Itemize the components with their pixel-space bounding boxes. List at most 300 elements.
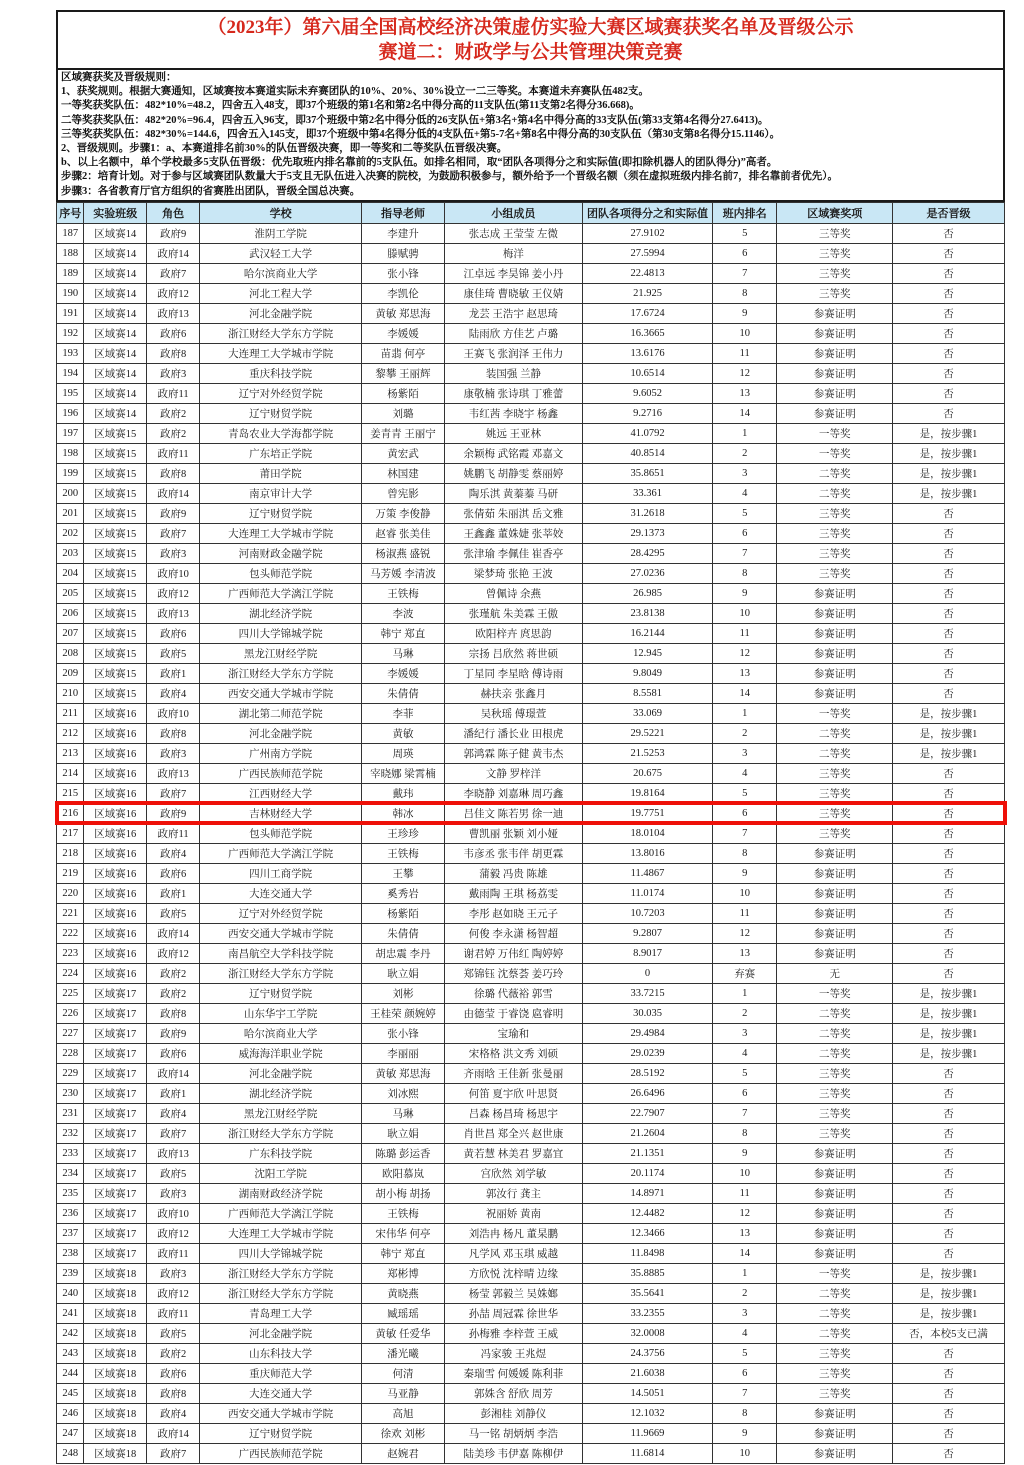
cell-promoted: 否 (893, 223, 1005, 243)
cell-class: 区域赛17 (84, 1103, 147, 1123)
cell-score: 22.7907 (583, 1103, 713, 1123)
table-row (57, 1343, 1005, 1363)
cell-rank: 3 (712, 1023, 776, 1043)
table-row (57, 643, 1005, 663)
cell-award: 三等奖 (777, 1123, 893, 1143)
cell-teacher: 王铁梅 (362, 583, 444, 603)
cell-school: 广西师范大学漓江学院 (200, 583, 362, 603)
cell-members: 余颖梅 武铭霞 邓嘉文 (444, 443, 582, 463)
cell-rank: 2 (712, 1283, 776, 1303)
cell-score: 0 (583, 963, 713, 983)
cell-teacher: 奚秀岩 (362, 883, 444, 903)
cell-promoted: 否 (893, 1243, 1005, 1263)
cell-rank: 11 (712, 903, 776, 923)
cell-members: 郑锦钰 沈蔡荟 姜巧玲 (444, 963, 582, 983)
cell-role: 政府7 (147, 523, 200, 543)
cell-role: 政府3 (147, 1263, 200, 1283)
cell-members: 戴雨陶 王琪 杨荔雯 (444, 883, 582, 903)
cell-award: 参赛证明 (777, 603, 893, 623)
cell-school: 青岛理工大学 (200, 1303, 362, 1323)
table-row (57, 403, 1005, 423)
cell-members: 冯家骏 王兆煜 (444, 1343, 582, 1363)
cell-school: 南京审计大学 (200, 483, 362, 503)
cell-teacher: 朱倩倩 (362, 923, 444, 943)
cell-class: 区域赛18 (84, 1403, 147, 1423)
cell-members: 孙喆 周冠霖 徐世华 (444, 1303, 582, 1323)
cell-role: 政府6 (147, 1043, 200, 1063)
cell-teacher: 林国建 (362, 463, 444, 483)
cell-no: 230 (57, 1083, 84, 1103)
table-row (57, 323, 1005, 343)
cell-class: 区域赛14 (84, 383, 147, 403)
cell-no: 194 (57, 363, 84, 383)
cell-no: 218 (57, 843, 84, 863)
title-line-1: （2023年）第六届全国高校经济决策虚仿实验大赛区域赛获奖名单及晋级公示 (207, 17, 854, 38)
cell-class: 区域赛15 (84, 483, 147, 503)
cell-school: 威海海洋职业学院 (200, 1043, 362, 1063)
cell-role: 政府10 (147, 1203, 200, 1223)
cell-score: 13.8016 (583, 843, 713, 863)
column-header: 指导老师 (362, 202, 444, 223)
cell-class: 区域赛17 (84, 1083, 147, 1103)
cell-promoted: 否 (893, 1063, 1005, 1083)
cell-members: 李晓静 刘嘉琳 周巧鑫 (444, 783, 582, 803)
cell-promoted: 否 (893, 923, 1005, 943)
cell-teacher: 陈璐 彭运香 (362, 1143, 444, 1163)
cell-school: 大连理工大学城市学院 (200, 523, 362, 543)
table-row (57, 883, 1005, 903)
cell-school: 浙江财经大学东方学院 (200, 1263, 362, 1283)
cell-rank: 4 (712, 483, 776, 503)
cell-score: 9.2716 (583, 403, 713, 423)
cell-no: 210 (57, 683, 84, 703)
rules-line: 二等奖获奖队伍：482*20%=96.4，四舍五入96支，即37个班级中第2名中得分低的26支队伍+第3名+第4名中得分高的33支队伍(第33支第4名得分27.6413)。 (61, 114, 769, 126)
cell-promoted: 否 (893, 943, 1005, 963)
cell-school: 重庆师范大学 (200, 1363, 362, 1383)
cell-no: 238 (57, 1243, 84, 1263)
cell-promoted: 否 (893, 1403, 1005, 1423)
cell-class: 区域赛16 (84, 843, 147, 863)
cell-school: 浙江财经大学东方学院 (200, 963, 362, 983)
cell-teacher: 朱倩倩 (362, 683, 444, 703)
cell-no: 237 (57, 1223, 84, 1243)
cell-promoted: 否 (893, 863, 1005, 883)
cell-rank: 2 (712, 723, 776, 743)
cell-teacher: 马芳媛 李清波 (362, 563, 444, 583)
cell-class: 区域赛18 (84, 1443, 147, 1463)
cell-award: 三等奖 (777, 243, 893, 263)
cell-members: 姚远 王亚林 (444, 423, 582, 443)
cell-members: 曾佩诗 余燕 (444, 583, 582, 603)
cell-teacher: 曾宪影 (362, 483, 444, 503)
cell-role: 政府11 (147, 383, 200, 403)
cell-award: 参赛证明 (777, 863, 893, 883)
cell-class: 区域赛17 (84, 1163, 147, 1183)
table-row (57, 1183, 1005, 1203)
cell-award: 二等奖 (777, 1023, 893, 1043)
cell-class: 区域赛17 (84, 1043, 147, 1063)
cell-school: 广州南方学院 (200, 743, 362, 763)
cell-promoted: 否 (893, 1143, 1005, 1163)
rules-line: 一等奖获奖队伍：482*10%=48.2，四舍五入48支，即37个班级的第1名和第2名中得分高的11支队伍(第11支第2名得分36.668)。 (61, 100, 640, 112)
cell-award: 参赛证明 (777, 683, 893, 703)
cell-role: 政府7 (147, 1443, 200, 1463)
cell-class: 区域赛14 (84, 323, 147, 343)
cell-rank: 9 (712, 303, 776, 323)
cell-role: 政府7 (147, 783, 200, 803)
table-row (57, 1123, 1005, 1143)
cell-score: 29.5221 (583, 723, 713, 743)
cell-members: 梅洋 (444, 243, 582, 263)
cell-score: 16.2144 (583, 623, 713, 643)
cell-score: 16.3665 (583, 323, 713, 343)
cell-role: 政府9 (147, 1023, 200, 1043)
cell-promoted: 否 (893, 1383, 1005, 1403)
cell-no: 215 (57, 783, 84, 803)
cell-promoted: 否 (893, 603, 1005, 623)
cell-award: 二等奖 (777, 1283, 893, 1303)
cell-teacher: 高旭 (362, 1403, 444, 1423)
cell-award: 二等奖 (777, 463, 893, 483)
cell-promoted: 是，按步骤1 (893, 723, 1005, 743)
column-header: 是否晋级 (893, 202, 1005, 223)
cell-class: 区域赛15 (84, 443, 147, 463)
cell-award: 参赛证明 (777, 403, 893, 423)
cell-no: 203 (57, 543, 84, 563)
cell-award: 参赛证明 (777, 323, 893, 343)
table-row (57, 343, 1005, 363)
cell-no: 243 (57, 1343, 84, 1363)
cell-role: 政府13 (147, 763, 200, 783)
table-row (57, 1043, 1005, 1063)
cell-members: 姚鹏飞 胡静雯 蔡丽婷 (444, 463, 582, 483)
cell-teacher: 苗翡 何亭 (362, 343, 444, 363)
cell-teacher: 郑彬博 (362, 1263, 444, 1283)
cell-members: 马一铭 胡炳炳 李浩 (444, 1423, 582, 1443)
cell-class: 区域赛16 (84, 943, 147, 963)
cell-teacher: 李丽丽 (362, 1043, 444, 1063)
rules-line: 区域赛获奖及晋级规则： (61, 72, 177, 83)
cell-score: 32.0008 (583, 1323, 713, 1343)
cell-score: 18.0104 (583, 823, 713, 843)
cell-rank: 6 (712, 243, 776, 263)
cell-school: 湖北第二师范学院 (200, 703, 362, 723)
table-row (57, 1143, 1005, 1163)
column-header: 团队各项得分之和实际值 (583, 202, 713, 223)
cell-rank: 11 (712, 1183, 776, 1203)
cell-score: 10.6514 (583, 363, 713, 383)
table-row (57, 1263, 1005, 1283)
cell-role: 政府4 (147, 1103, 200, 1123)
cell-school: 四川大学锦城学院 (200, 1243, 362, 1263)
table-row (57, 563, 1005, 583)
cell-award: 三等奖 (777, 803, 893, 823)
table-row (57, 743, 1005, 763)
cell-role: 政府6 (147, 1363, 200, 1383)
cell-score: 12.1032 (583, 1403, 713, 1423)
cell-role: 政府8 (147, 723, 200, 743)
cell-rank: 6 (712, 1363, 776, 1383)
cell-no: 246 (57, 1403, 84, 1423)
cell-members: 韦彦丞 张韦伴 胡更霖 (444, 843, 582, 863)
rules-line: 三等奖获奖队伍：482*30%=144.6，四舍五入145支，即37个班级中第4名得分低的4支队伍+第5-7名+第8名中得分高的30支队伍（第30支第8名得分15.1146）。 (61, 128, 781, 140)
cell-school: 浙江财经大学东方学院 (200, 663, 362, 683)
cell-role: 政府3 (147, 543, 200, 563)
cell-promoted: 否 (893, 963, 1005, 983)
cell-score: 20.1174 (583, 1163, 713, 1183)
cell-promoted: 否 (893, 803, 1005, 823)
table-row (57, 463, 1005, 483)
cell-school: 河北金融学院 (200, 1063, 362, 1083)
cell-award: 三等奖 (777, 263, 893, 283)
cell-role: 政府14 (147, 483, 200, 503)
cell-members: 王赛飞 张润泽 王伟力 (444, 343, 582, 363)
cell-score: 12.3466 (583, 1223, 713, 1243)
cell-teacher: 何清 (362, 1363, 444, 1383)
cell-promoted: 否 (893, 1423, 1005, 1443)
cell-teacher: 胡小梅 胡扬 (362, 1183, 444, 1203)
cell-no: 231 (57, 1103, 84, 1123)
cell-no: 224 (57, 963, 84, 983)
cell-role: 政府8 (147, 1003, 200, 1023)
cell-score: 14.8971 (583, 1183, 713, 1203)
cell-school: 辽宁财贸学院 (200, 503, 362, 523)
cell-class: 区域赛15 (84, 563, 147, 583)
cell-role: 政府12 (147, 283, 200, 303)
cell-school: 淮阴工学院 (200, 223, 362, 243)
cell-award: 参赛证明 (777, 1403, 893, 1423)
cell-promoted: 是，按步骤1 (893, 1023, 1005, 1043)
cell-promoted: 否 (893, 263, 1005, 283)
cell-rank: 12 (712, 643, 776, 663)
cell-class: 区域赛18 (84, 1423, 147, 1443)
cell-school: 山东华宇工学院 (200, 1003, 362, 1023)
cell-award: 参赛证明 (777, 383, 893, 403)
cell-no: 222 (57, 923, 84, 943)
cell-class: 区域赛17 (84, 1023, 147, 1043)
cell-members: 韦红茜 李晓宇 杨鑫 (444, 403, 582, 423)
table-row (57, 1003, 1005, 1023)
cell-rank: 12 (712, 1203, 776, 1223)
cell-award: 参赛证明 (777, 903, 893, 923)
cell-rank: 5 (712, 503, 776, 523)
cell-promoted: 否 (893, 563, 1005, 583)
cell-no: 227 (57, 1023, 84, 1043)
cell-promoted: 否 (893, 843, 1005, 863)
cell-no: 221 (57, 903, 84, 923)
cell-award: 三等奖 (777, 503, 893, 523)
cell-members: 祝丽娇 黄南 (444, 1203, 582, 1223)
table-row (57, 703, 1005, 723)
cell-teacher: 赵睿 张美佳 (362, 523, 444, 543)
cell-rank: 10 (712, 1443, 776, 1463)
cell-role: 政府8 (147, 463, 200, 483)
cell-promoted: 否 (893, 1363, 1005, 1383)
table-row (57, 1303, 1005, 1323)
cell-school: 重庆科技学院 (200, 363, 362, 383)
cell-rank: 4 (712, 1323, 776, 1343)
cell-teacher: 万策 李俊静 (362, 503, 444, 523)
cell-no: 201 (57, 503, 84, 523)
cell-rank: 13 (712, 1223, 776, 1243)
cell-promoted: 否，本校5支已满 (893, 1323, 1005, 1343)
cell-award: 三等奖 (777, 783, 893, 803)
column-header: 学校 (200, 202, 362, 223)
table-row (57, 223, 1005, 243)
cell-members: 康敬楠 张诗琪 丁雅蕾 (444, 383, 582, 403)
cell-members: 王鑫鑫 董姝婕 张莘姣 (444, 523, 582, 543)
cell-no: 228 (57, 1043, 84, 1063)
cell-rank: 11 (712, 623, 776, 643)
cell-school: 吉林财经大学 (200, 803, 362, 823)
cell-no: 198 (57, 443, 84, 463)
cell-score: 33.7215 (583, 983, 713, 1003)
cell-school: 西安交通大学城市学院 (200, 923, 362, 943)
cell-teacher: 杨紫陌 (362, 903, 444, 923)
cell-class: 区域赛14 (84, 403, 147, 423)
cell-promoted: 否 (893, 1203, 1005, 1223)
cell-class: 区域赛16 (84, 923, 147, 943)
cell-promoted: 是，按步骤1 (893, 1263, 1005, 1283)
cell-award: 二等奖 (777, 1043, 893, 1063)
cell-no: 245 (57, 1383, 84, 1403)
cell-award: 参赛证明 (777, 1143, 893, 1163)
cell-teacher: 滕赋骋 (362, 243, 444, 263)
cell-members: 黄若慧 林美君 罗嘉宜 (444, 1143, 582, 1163)
cell-class: 区域赛14 (84, 363, 147, 383)
cell-school: 大连交通大学 (200, 1383, 362, 1403)
cell-rank: 10 (712, 883, 776, 903)
rules-line: b、以上名额中，单个学校最多5支队伍晋级：优先取班内排名靠前的5支队伍。如排名相同，取“团队各项得分之和实际值(即扣除机器人的团队得分)”高者。 (61, 157, 778, 169)
cell-promoted: 否 (893, 883, 1005, 903)
cell-score: 9.6052 (583, 383, 713, 403)
cell-teacher: 徐欢 刘彬 (362, 1423, 444, 1443)
cell-school: 辽宁对外经贸学院 (200, 383, 362, 403)
cell-class: 区域赛16 (84, 883, 147, 903)
cell-class: 区域赛15 (84, 463, 147, 483)
cell-rank: 7 (712, 823, 776, 843)
cell-no: 212 (57, 723, 84, 743)
cell-members: 潘纪行 潘长业 田根虎 (444, 723, 582, 743)
cell-score: 29.4984 (583, 1023, 713, 1043)
cell-award: 二等奖 (777, 483, 893, 503)
cell-role: 政府12 (147, 1283, 200, 1303)
cell-teacher: 黄晓燕 (362, 1283, 444, 1303)
cell-teacher: 李媛媛 (362, 323, 444, 343)
cell-class: 区域赛15 (84, 543, 147, 563)
cell-class: 区域赛18 (84, 1363, 147, 1383)
cell-teacher: 刘彬 (362, 983, 444, 1003)
cell-rank: 10 (712, 1163, 776, 1183)
cell-award: 参赛证明 (777, 303, 893, 323)
cell-class: 区域赛14 (84, 223, 147, 243)
table-row (57, 863, 1005, 883)
table-row (57, 983, 1005, 1003)
cell-teacher: 宋伟华 何亭 (362, 1223, 444, 1243)
cell-score: 26.985 (583, 583, 713, 603)
cell-score: 35.8651 (583, 463, 713, 483)
cell-rank: 13 (712, 943, 776, 963)
cell-members: 杨莹 郭毅兰 吴姝嫏 (444, 1283, 582, 1303)
table-row (57, 943, 1005, 963)
rules-line: 2、晋级规则。步骤1：a、本赛道排名前30%的队伍晋级决赛，即一等奖和二等奖队伍晋级决赛。 (61, 143, 508, 155)
cell-school: 广西民族师范学院 (200, 763, 362, 783)
cell-class: 区域赛17 (84, 1063, 147, 1083)
cell-class: 区域赛15 (84, 603, 147, 623)
cell-teacher: 王攀 (362, 863, 444, 883)
cell-members: 张志成 王莹莹 左微 (444, 223, 582, 243)
cell-rank: 7 (712, 543, 776, 563)
cell-score: 21.6038 (583, 1363, 713, 1383)
cell-teacher: 王珍珍 (362, 823, 444, 843)
cell-no: 195 (57, 383, 84, 403)
cell-teacher: 王桂荣 颜婉婷 (362, 1003, 444, 1023)
cell-no: 196 (57, 403, 84, 423)
cell-award: 参赛证明 (777, 1223, 893, 1243)
cell-school: 西安交通大学城市学院 (200, 683, 362, 703)
cell-no: 229 (57, 1063, 84, 1083)
cell-promoted: 否 (893, 763, 1005, 783)
cell-score: 23.8138 (583, 603, 713, 623)
cell-award: 参赛证明 (777, 663, 893, 683)
cell-teacher: 周瑛 (362, 743, 444, 763)
cell-school: 江西财经大学 (200, 783, 362, 803)
cell-school: 河北金融学院 (200, 1323, 362, 1343)
cell-score: 30.035 (583, 1003, 713, 1023)
cell-teacher: 臧瑶瑶 (362, 1303, 444, 1323)
table-row (57, 1383, 1005, 1403)
cell-score: 41.0792 (583, 423, 713, 443)
cell-rank: 1 (712, 983, 776, 1003)
cell-rank: 2 (712, 443, 776, 463)
cell-class: 区域赛16 (84, 903, 147, 923)
cell-award: 无 (777, 963, 893, 983)
cell-teacher: 马琳 (362, 1103, 444, 1123)
cell-promoted: 否 (893, 1123, 1005, 1143)
cell-award: 参赛证明 (777, 623, 893, 643)
cell-no: 190 (57, 283, 84, 303)
cell-rank: 4 (712, 763, 776, 783)
cell-class: 区域赛15 (84, 423, 147, 443)
cell-award: 参赛证明 (777, 583, 893, 603)
table-row (57, 1423, 1005, 1443)
cell-promoted: 否 (893, 303, 1005, 323)
cell-class: 区域赛16 (84, 803, 147, 823)
cell-score: 24.3756 (583, 1343, 713, 1363)
cell-no: 192 (57, 323, 84, 343)
cell-role: 政府4 (147, 1403, 200, 1423)
cell-role: 政府8 (147, 343, 200, 363)
cell-promoted: 否 (893, 323, 1005, 343)
cell-rank: 3 (712, 463, 776, 483)
table-row (57, 1223, 1005, 1243)
cell-score: 27.0236 (583, 563, 713, 583)
cell-role: 政府2 (147, 403, 200, 423)
cell-promoted: 否 (893, 1163, 1005, 1183)
cell-school: 辽宁财贸学院 (200, 1423, 362, 1443)
cell-score: 20.675 (583, 763, 713, 783)
cell-award: 三等奖 (777, 543, 893, 563)
cell-rank: 10 (712, 603, 776, 623)
cell-rank: 14 (712, 403, 776, 423)
cell-award: 参赛证明 (777, 883, 893, 903)
title-line-2: 赛道二：财政学与公共管理决策竞赛 (378, 42, 683, 63)
cell-rank: 5 (712, 783, 776, 803)
cell-teacher: 韩宁 郑直 (362, 1243, 444, 1263)
cell-class: 区域赛15 (84, 583, 147, 603)
cell-members: 何俊 李永潇 杨智超 (444, 923, 582, 943)
cell-class: 区域赛18 (84, 1283, 147, 1303)
